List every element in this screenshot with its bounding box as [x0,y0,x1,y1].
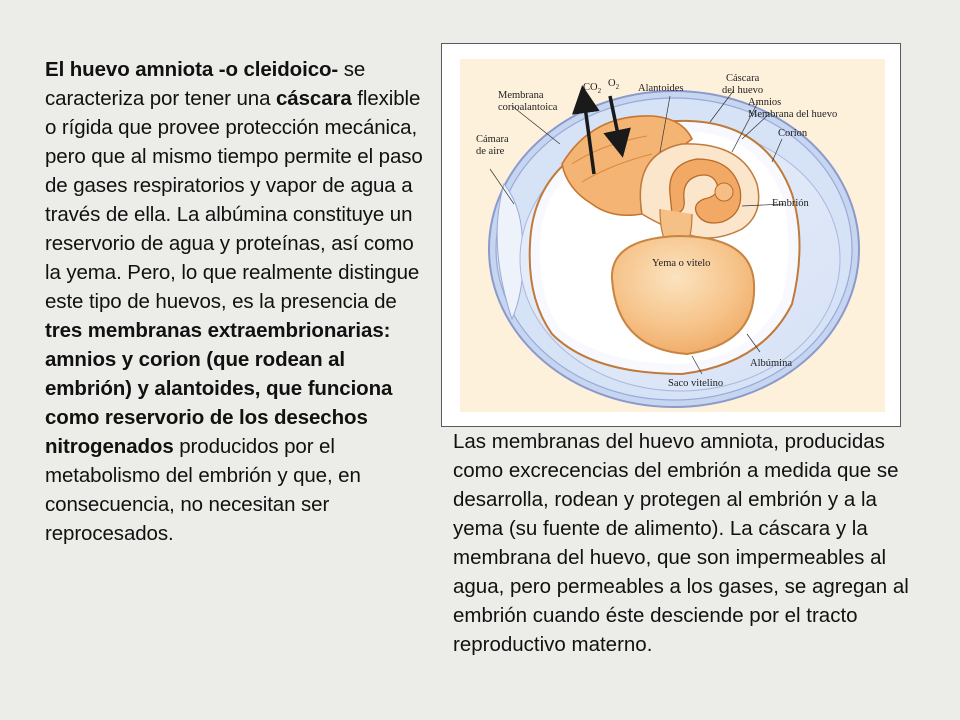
intro-text-2: flexible o rígida que provee protección mecánica, pero que al mismo tiempo permite el paso de gases respiratorios y vapor de agua a través de ella. La albúmina constituye un reservorio de agua y proteínas, así como la yema. Pero, lo que realmente distingue este tipo de huevos, es la presencia de [45,87,423,313]
label-yolk: Yema o vitelo [652,258,711,269]
intro-bold-3: tres membranas extraembrionarias: amnios y corion (que rodean al embrión) y alantoides, que funciona como reservorio de los desechos nitrogenados [45,319,393,458]
figure-caption: Las membranas del huevo amniota, producidas como excrecencias del embrión a medida que se desarrolla, rodean y protegen al embrión y a la yema (su fuente de alimento). La cáscara y la membrana del huevo, que son impermeables al agua, pero permeables a los gases, se agregan al embrión cuando éste desciende por el tracto reproductivo materno. [453,430,909,656]
intro-bold-1: El huevo amniota -o cleidoico- [45,58,339,81]
label-embryo: Embrión [772,198,809,209]
embryo-head [715,183,733,201]
label-air-chamber-1: Cámara [476,134,509,145]
amniotic-egg-diagram [442,44,900,426]
intro-paragraph [45,55,430,548]
egg-diagram-frame [441,43,901,427]
label-egg-membrane: Membrana del huevo [748,109,838,120]
intro-text-3: producidos por el metabolismo del embrión y que, en consecuencia, no necesitan ser reprocesados. [45,435,361,545]
label-yolk-sac: Saco vitelino [668,378,724,389]
label-allantois: Alantoides [638,83,684,94]
label-chorion: Corion [778,128,808,139]
label-eggshell-2: del huevo [722,85,764,96]
label-albumin: Albúmina [750,358,792,369]
label-air-chamber-2: de aire [476,146,505,157]
label-eggshell-1: Cáscara [726,73,760,84]
label-co2: $CO_2$ [583,82,602,95]
intro-text-1: se caracteriza por tener una [45,58,366,110]
label-o2: $O_2$ [608,78,620,91]
label-amnion: Amnios [748,97,782,108]
intro-bold-2: cáscara [276,87,352,110]
label-chorioallantoic-2: corioalantoica [498,102,558,113]
label-chorioallantoic-1: Membrana [498,90,544,101]
